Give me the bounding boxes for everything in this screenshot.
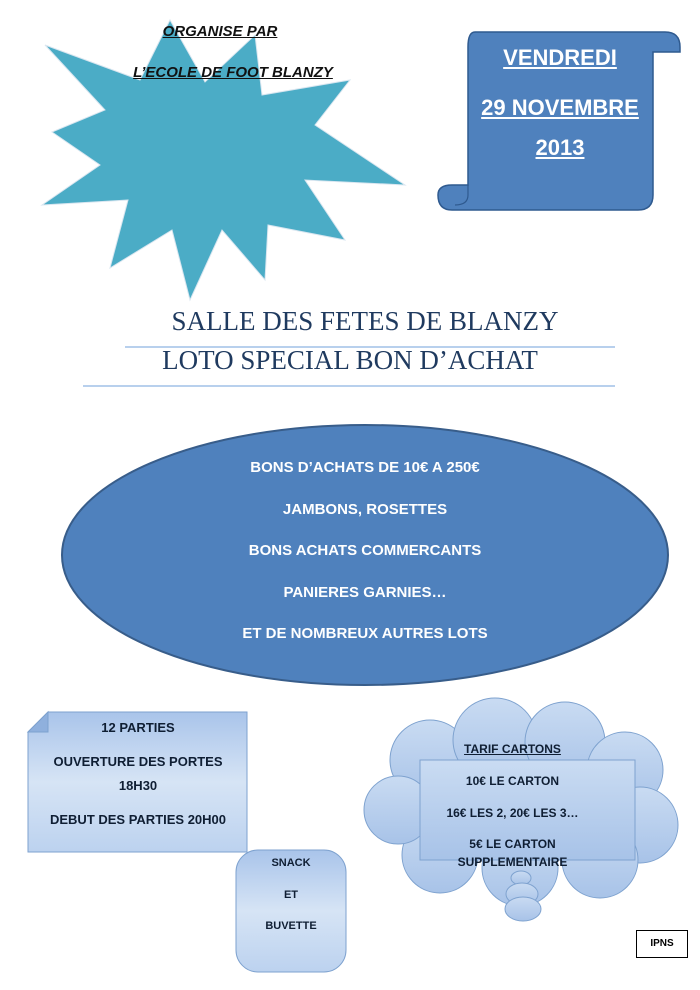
ipns-badge: IPNS — [636, 930, 688, 958]
tarif-price-1: 10€ LE CARTON — [465, 774, 560, 788]
venue-title: SALLE DES FETES DE BLANZY — [171, 306, 559, 336]
prize-line-4: PANIERES GARNIES… — [283, 584, 447, 601]
organiser-line-2: L’ECOLE DE FOOT BLANZY — [133, 64, 333, 81]
schedule-games: 12 PARTIES — [101, 720, 175, 735]
date-year: 2013 — [535, 135, 585, 160]
prize-line-3: BONS ACHATS COMMERCANTS — [248, 542, 482, 559]
prize-line-5: ET DE NOMBREUX AUTRES LOTS — [242, 625, 488, 642]
organiser-line-1: ORGANISE PAR — [162, 23, 278, 40]
snack-line-3: BUVETTE — [265, 920, 317, 932]
date-day: VENDREDI — [503, 45, 617, 70]
schedule-doors-label: OUVERTURE DES PORTES — [53, 754, 223, 769]
snack-line-1: SNACK — [271, 857, 311, 869]
tarif-price-3b: SUPPLEMENTAIRE — [457, 855, 568, 869]
tarif-price-2: 16€ LES 2, 20€ LES 3… — [446, 806, 579, 820]
event-title: LOTO SPECIAL BON D’ACHAT — [162, 345, 538, 375]
schedule-start: DEBUT DES PARTIES 20H00 — [49, 812, 227, 827]
date-full: 29 NOVEMBRE — [481, 95, 639, 120]
prize-line-2: JAMBONS, ROSETTES — [282, 501, 448, 518]
starburst-shape — [42, 20, 405, 300]
tarif-title: TARIF CARTONS — [464, 742, 561, 756]
tarif-price-3a: 5€ LE CARTON — [469, 837, 556, 851]
snack-line-2: ET — [283, 889, 299, 901]
schedule-doors-time: 18H30 — [118, 778, 158, 793]
prize-line-1: BONS D’ACHATS DE 10€ A 250€ — [250, 459, 480, 476]
